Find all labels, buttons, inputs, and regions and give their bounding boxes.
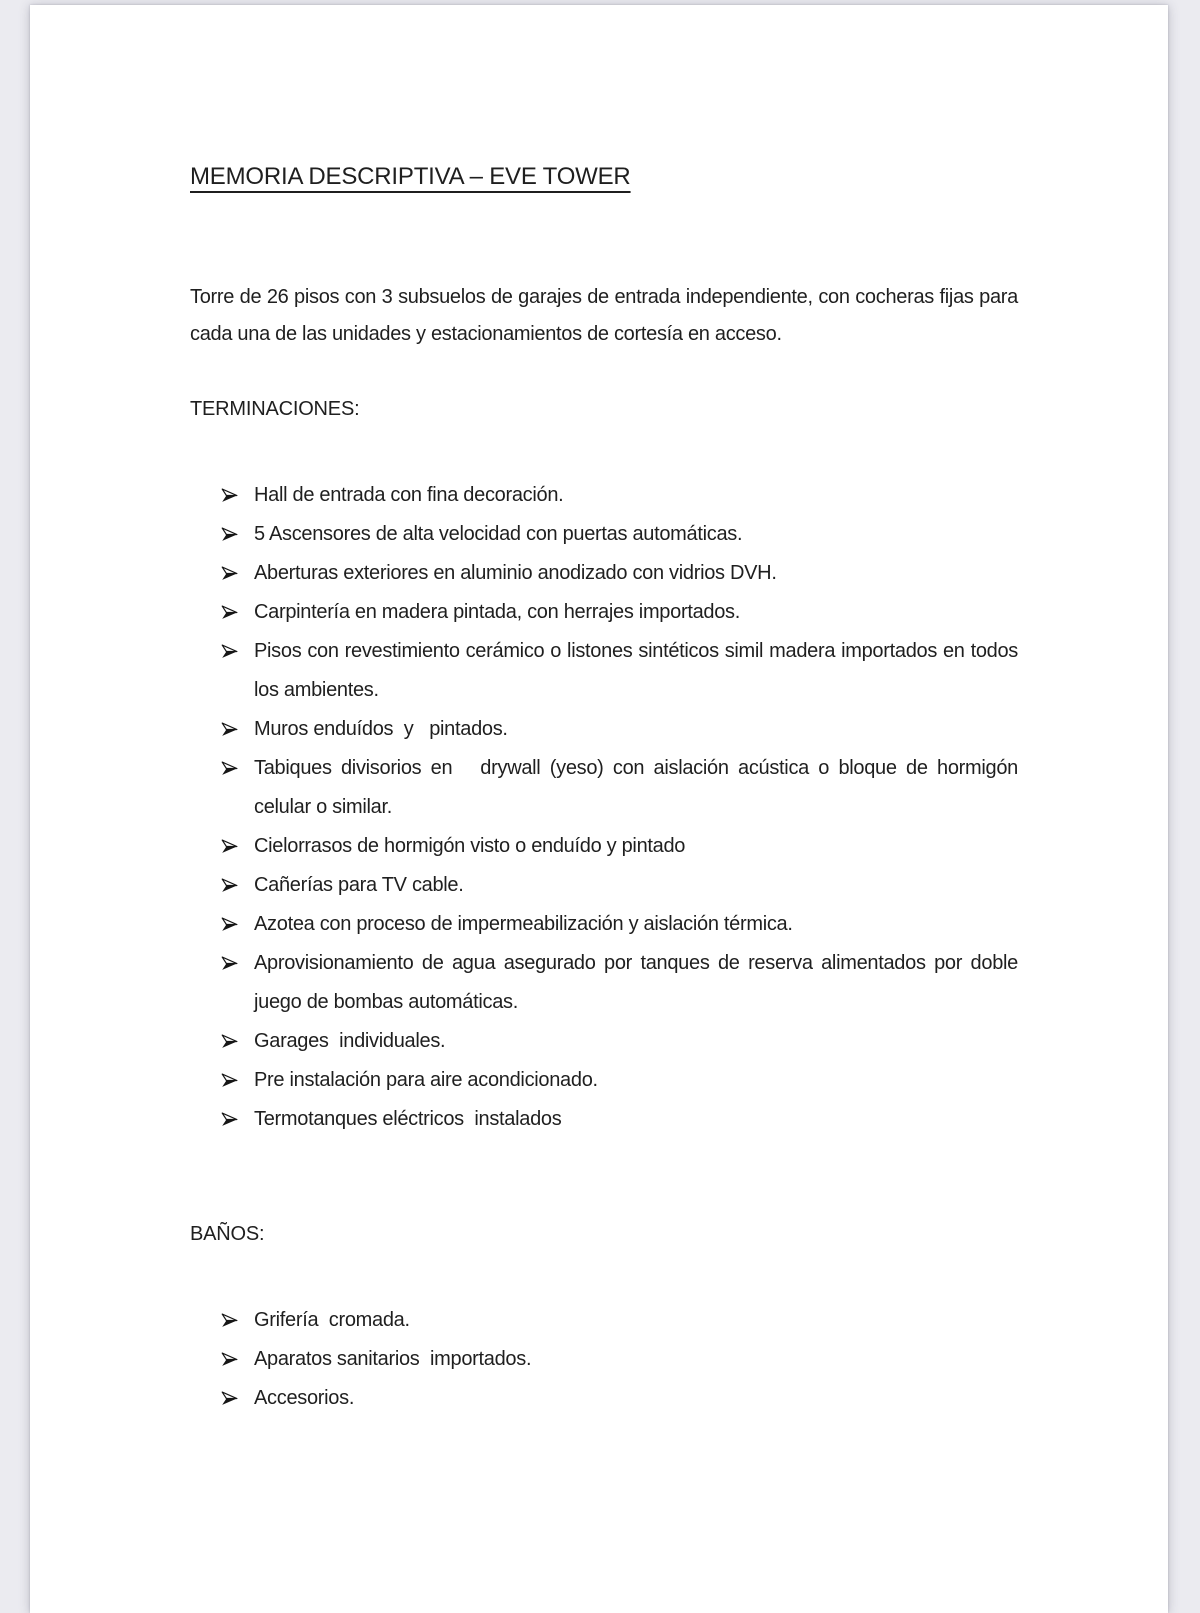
list-item-text: Aprovisionamiento de agua asegurado por tanques de reserva alimentados por doble juego de bombas automáticas. <box>254 952 1024 1013</box>
list-item-text: Termotanques eléctricos instalados <box>254 1108 562 1130</box>
list-item <box>190 749 1024 827</box>
arrowhead-bullet-icon <box>221 761 238 776</box>
arrowhead-bullet-icon <box>221 1313 238 1328</box>
list-item-text: Carpintería en madera pintada, con herrajes importados. <box>254 601 741 623</box>
list-item <box>190 632 1024 710</box>
intro-paragraph: Torre de 26 pisos con 3 subsuelos de garajes de entrada independiente, con cocheras fijas para cada una de las unidades y estacionamientos de cortesía en acceso. <box>190 286 1018 345</box>
bullet-list <box>190 1301 1018 1418</box>
list-item-text: Tabiques divisorios en drywall (yeso) con aislación acústica o bloque de hormigón celular o similar. <box>254 757 1024 818</box>
bullet-list <box>190 476 1024 1139</box>
list-item <box>190 476 1018 515</box>
list-item <box>190 593 1018 632</box>
arrowhead-bullet-icon <box>221 839 238 854</box>
arrowhead-bullet-icon <box>221 956 238 971</box>
arrowhead-bullet-icon <box>221 917 238 932</box>
sections-container <box>190 390 1024 1418</box>
list-item-text: Garages individuales. <box>254 1030 446 1052</box>
list-item <box>190 710 1018 749</box>
list-item <box>190 866 1018 905</box>
list-item-text: Pre instalación para aire acondicionado. <box>254 1069 598 1091</box>
document-page <box>30 5 1168 1613</box>
arrowhead-bullet-icon <box>221 878 238 893</box>
arrowhead-bullet-icon <box>221 1034 238 1049</box>
document-title: MEMORIA DESCRIPTIVA – EVE TOWER <box>190 163 631 190</box>
arrowhead-bullet-icon <box>221 566 238 581</box>
list-item-text: Aberturas exteriores en aluminio anodizado con vidrios DVH. <box>254 562 777 584</box>
list-item <box>190 905 1018 944</box>
section-heading: BAÑOS: <box>190 1223 265 1245</box>
list-item-text: Pisos con revestimiento cerámico o listones sintéticos simil madera importados en todos los ambientes. <box>254 640 1024 701</box>
list-item <box>190 1061 1018 1100</box>
arrowhead-bullet-icon <box>221 488 238 503</box>
list-item <box>190 554 1018 593</box>
list-item-text: 5 Ascensores de alta velocidad con puertas automáticas. <box>254 523 743 545</box>
list-item-text: Cañerías para TV cable. <box>254 874 464 896</box>
section-heading: TERMINACIONES: <box>190 398 360 420</box>
list-item <box>190 1340 1018 1379</box>
list-item-text: Cielorrasos de hormigón visto o enduído y pintado <box>254 835 686 857</box>
arrowhead-bullet-icon <box>221 1391 238 1406</box>
document-content <box>30 5 1168 1418</box>
list-item-text: Azotea con proceso de impermeabilización y aislación térmica. <box>254 913 793 935</box>
list-item <box>190 827 1018 866</box>
list-item <box>190 944 1024 1022</box>
list-item-text: Grifería cromada. <box>254 1309 410 1331</box>
list-item <box>190 1022 1018 1061</box>
arrowhead-bullet-icon <box>221 644 238 659</box>
arrowhead-bullet-icon <box>221 1112 238 1127</box>
arrowhead-bullet-icon <box>221 722 238 737</box>
arrowhead-bullet-icon <box>221 1073 238 1088</box>
list-item-text: Muros enduídos y pintados. <box>254 718 508 740</box>
arrowhead-bullet-icon <box>221 527 238 542</box>
list-item <box>190 1100 1018 1139</box>
arrowhead-bullet-icon <box>221 605 238 620</box>
list-item-text: Accesorios. <box>254 1387 355 1409</box>
list-item <box>190 515 1018 554</box>
list-item-text: Aparatos sanitarios importados. <box>254 1348 532 1370</box>
list-item <box>190 1301 1018 1340</box>
arrowhead-bullet-icon <box>221 1352 238 1367</box>
document-section <box>190 1215 1018 1418</box>
list-item-text: Hall de entrada con fina decoración. <box>254 484 564 506</box>
list-item <box>190 1379 1018 1418</box>
document-section <box>190 390 1024 1139</box>
